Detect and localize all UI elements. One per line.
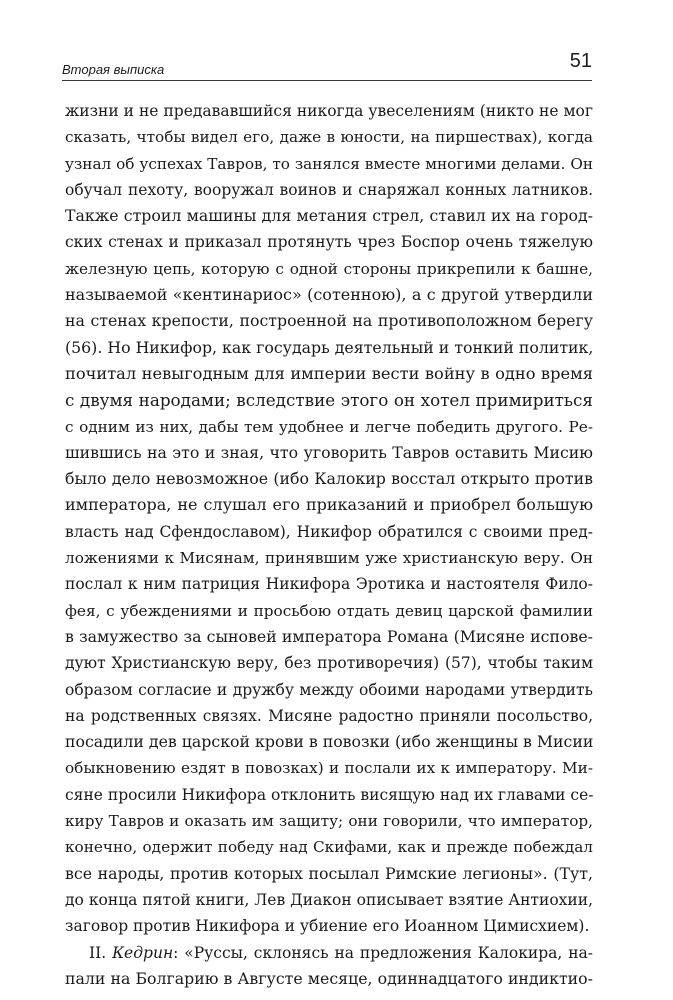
text-line: на стенах крепости, построенной на противоположном берегу <box>65 311 593 331</box>
running-title: Вторая выписка <box>62 62 165 77</box>
text-line: дуют Христианскую веру, без противоречия) (57), чтобы таким <box>65 654 593 673</box>
quote-start: : «Руссы, склонясь на предложения Калокира, на- <box>173 943 594 962</box>
text-line: почитал невыгодным для империи вести войну в одно время <box>65 363 593 383</box>
text-line: конечно, одержит победу над Скифами, как и прежде побеждал <box>65 838 593 857</box>
text-line: ских стенах и приказал протянуть чрез Боспор очень тяжелую <box>65 233 593 252</box>
text-line: с двумя народами; вследствие этого он хотел примириться <box>65 390 593 411</box>
text-line: называемой «кентинариос» (сотенною), а с другой утвердили <box>65 285 593 305</box>
paragraph-number: II. <box>89 943 113 962</box>
source-name: Кедрин <box>112 943 174 962</box>
text-line: железную цепь, которую с одной стороны прикрепили к башне, <box>65 259 593 278</box>
text-line: узнал об успехах Тавров, то занялся вместе многими делами. Он <box>65 154 593 173</box>
text-line: императора, не слушал его приказаний и приобрел большую <box>65 495 593 515</box>
text-line: было дело невозможное (ибо Калокир восстал открыто против <box>65 469 593 489</box>
text-line: пали на Болгарию в Августе месяце, одиннадцатого индиктио- <box>65 968 593 988</box>
text-line: до конца пятой книги, Лев Диакон описывает взятие Антиохии, <box>65 890 593 909</box>
text-line: обучал пехоту, вооружал воинов и снаряжал конных латников. <box>65 180 593 199</box>
page-header <box>62 50 592 80</box>
text-line: фея, с убеждениями и просьбою отдать девиц царской фамилии <box>65 601 593 620</box>
text-line: (56). Но Никифор, как государь деятельный и тонкий политик, <box>65 337 594 357</box>
text-line: сказать, чтобы видел его, даже в юности, на пиршествах), когда <box>65 128 593 147</box>
text-line: жизни и не предававшийся никогда увеселениям (никто не мог <box>65 102 593 120</box>
text-line: обыкновению ездят в повозках) и послали их к императору. Ми- <box>65 759 593 778</box>
paragraph-opening-line <box>65 940 593 966</box>
text-line: в замужество за сыновей императора Романа (Мисяне испове- <box>65 626 593 646</box>
text-line: все народы, против которых посылал Римские легионы». (Тут, <box>65 863 593 883</box>
text-line: сяне просили Никифора отклонить висящую над их главами се- <box>65 785 594 804</box>
header-rule <box>62 80 592 81</box>
body-text <box>65 98 593 992</box>
text-line: образом согласие и дружбу между обоими народами утвердить <box>65 680 593 699</box>
text-line: ложениями к Мисянам, принявшим уже христианскую веру. Он <box>65 549 593 568</box>
text-line: послал к ним патриция Никифора Эротика и настоятеля Фило- <box>65 575 593 594</box>
text-line: киру Тавров и оказать им защиту; они говорили, что император, <box>65 812 593 831</box>
text-line: с одним из них, дабы тем удобнее и легче победить другого. Ре- <box>65 417 593 436</box>
text-line: посадили дев царской крови в повозки (ибо женщины в Мисии <box>65 732 594 752</box>
page-number: 51 <box>569 50 592 72</box>
text-line: власть над Сфендославом), Никифор обратился с своими пред- <box>65 522 593 541</box>
text-line-paragraph-end: заговор против Никифора и убиение его Иоанном Цимисхием). <box>65 917 590 936</box>
text-line: на родственных связях. Мисяне радостно приняли посольство, <box>65 706 593 725</box>
text-line: шившись на это и зная, что уговорить Тавров оставить Мисию <box>65 442 593 462</box>
text-line: Также строил машины для метания стрел, ставил их на город- <box>65 206 593 226</box>
